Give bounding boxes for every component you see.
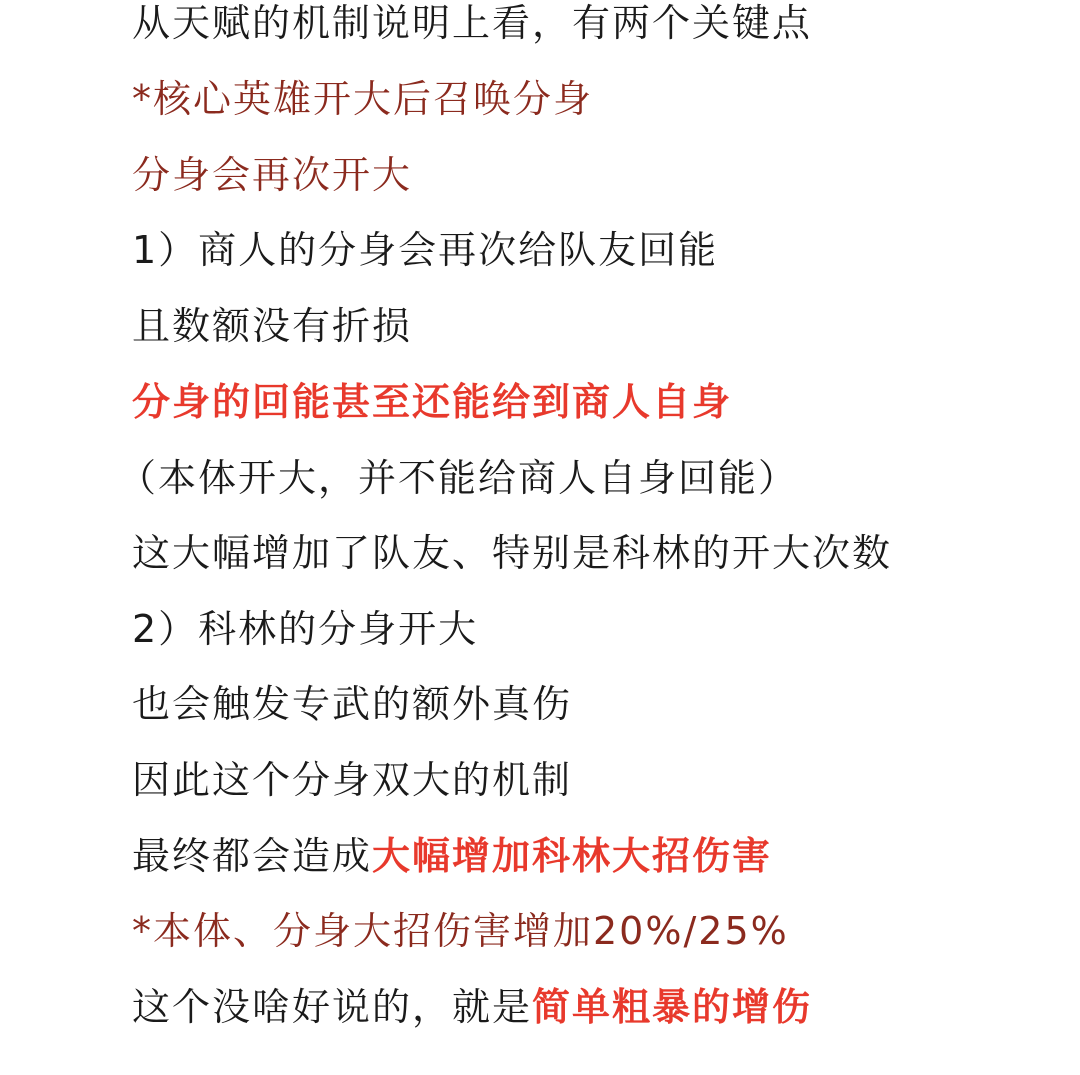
text-line: 也会触发专武的额外真伤 xyxy=(132,682,573,726)
key-point-heading: *核心英雄开大后召唤分身 xyxy=(132,77,594,121)
text-line-with-highlight xyxy=(132,831,772,881)
highlight-segment: 简单粗暴的增伤 xyxy=(532,985,813,1029)
text-line: 这大幅增加了队友、特别是科林的开大次数 xyxy=(132,531,893,575)
text-line: 2）科林的分身开大 xyxy=(132,607,479,651)
highlight-segment: 大幅增加科林大招伤害 xyxy=(372,834,773,878)
key-point-subheading: 分身会再次开大 xyxy=(132,153,413,197)
text-line: 且数额没有折损 xyxy=(132,304,413,348)
text-line: （本体开大，并不能给商人自身回能） xyxy=(118,456,799,500)
key-point-heading: *本体、分身大招伤害增加20%/25% xyxy=(132,909,789,953)
text-line: 从天赋的机制说明上看，有两个关键点 xyxy=(132,1,813,45)
text-line: 1）商人的分身会再次给队友回能 xyxy=(132,228,719,272)
text-line: 因此这个分身双大的机制 xyxy=(132,758,573,802)
text-segment: 这个没啥好说的，就是 xyxy=(132,985,533,1029)
emphasis-line: 分身的回能甚至还能给到商人自身 xyxy=(132,380,733,424)
text-line-with-highlight xyxy=(132,982,812,1032)
text-segment: 最终都会造成 xyxy=(132,834,373,878)
